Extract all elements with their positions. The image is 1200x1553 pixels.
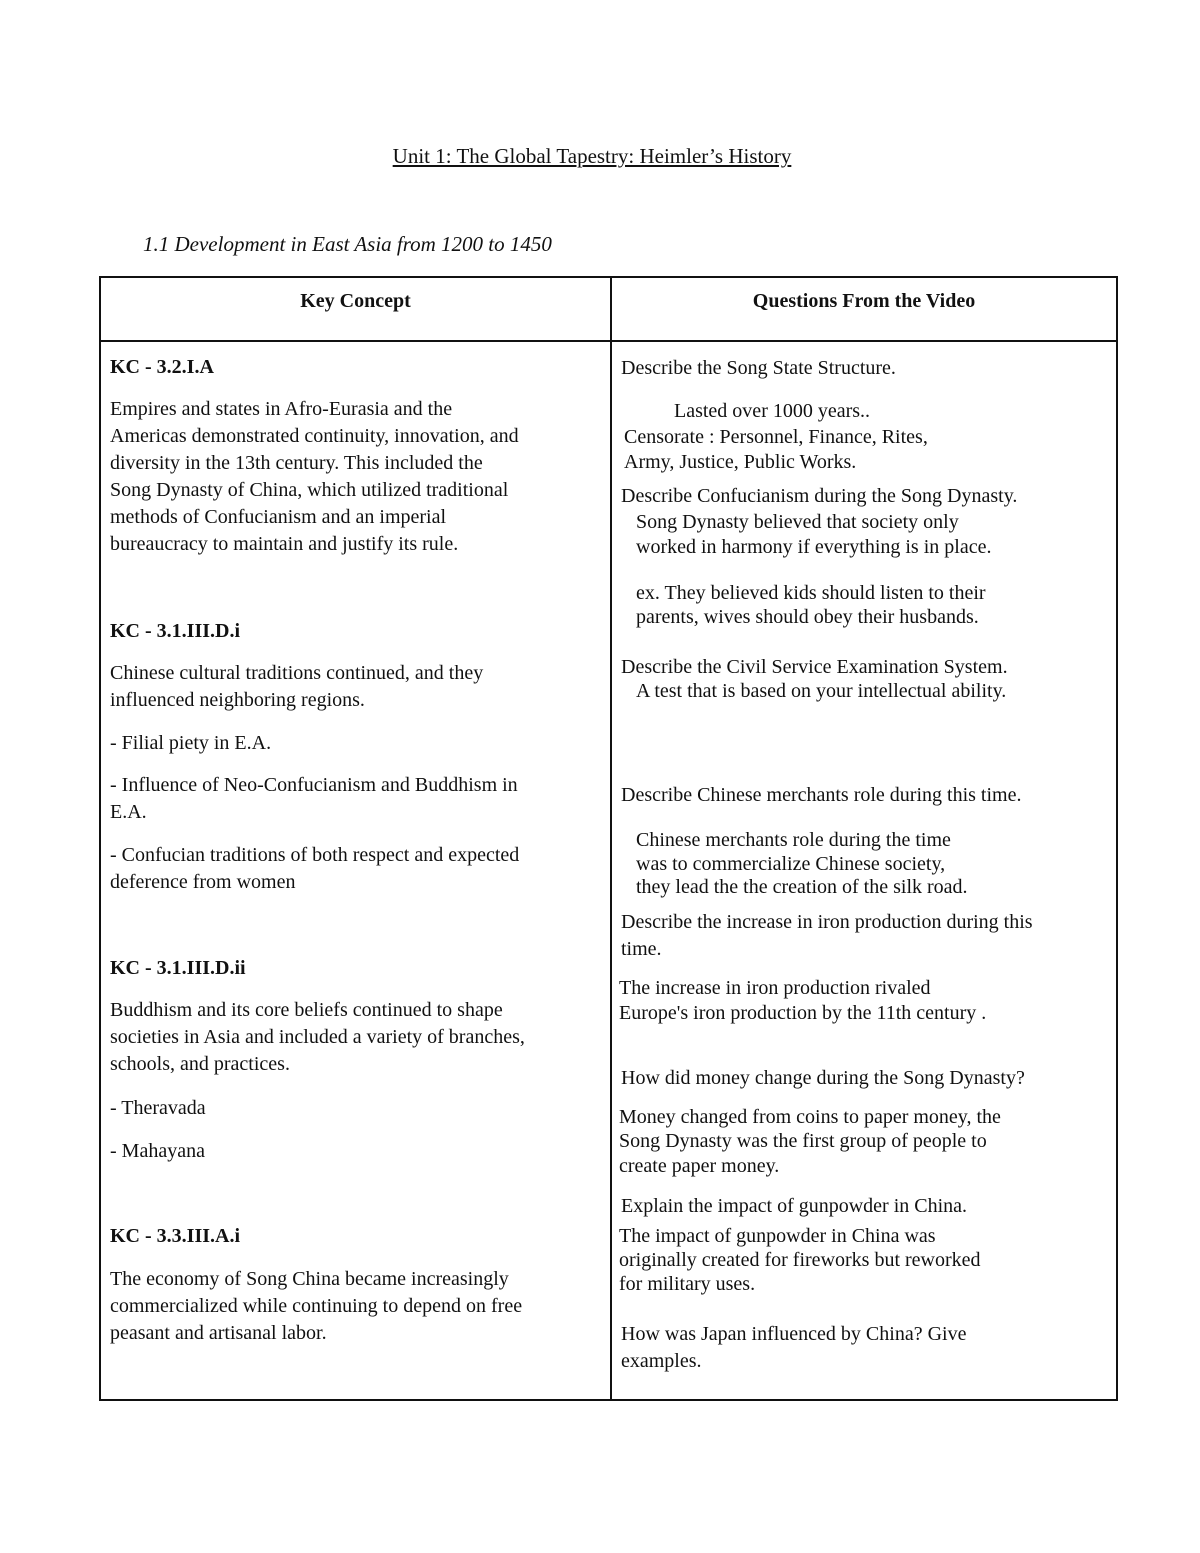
answer-line: Song Dynasty believed that society only [636,511,959,533]
kc-text-line: commercialized while continuing to depend on free [110,1295,523,1317]
header-divider [99,340,1118,342]
kc-text-line: societies in Asia and included a variety of branches, [110,1026,525,1048]
answer-line: originally created for fireworks but reworked [619,1249,981,1271]
answer-line: Money changed from coins to paper money, the [619,1106,1001,1128]
answer-line: Lasted over 1000 years.. [674,400,871,422]
kc-text-line: schools, and practices. [110,1053,290,1075]
question: Describe the increase in iron production during this [621,911,1033,933]
kc-bullet: - Mahayana [110,1140,205,1162]
question: Describe Confucianism during the Song Dynasty. [621,485,1018,507]
kc-code: KC - 3.3.III.A.i [110,1225,241,1247]
question: Explain the impact of gunpowder in China. [621,1195,968,1217]
question: How was Japan influenced by China? Give [621,1323,967,1345]
answer-line: Song Dynasty was the first group of people to [619,1130,987,1152]
answer-line: The increase in iron production rivaled [619,977,931,999]
answer-line: A test that is based on your intellectual ability. [636,680,1007,702]
kc-text-line: influenced neighboring regions. [110,689,365,711]
page-title: Unit 1: The Global Tapestry: Heimler’s History [392,144,792,168]
kc-bullet: - Confucian traditions of both respect and expected [110,844,520,866]
section-subtitle: 1.1 Development in East Asia from 1200 to 1450 [143,232,552,256]
question: examples. [621,1350,702,1372]
kc-text-line: Buddhism and its core beliefs continued to shape [110,999,503,1021]
answer-line: Censorate : Personnel, Finance, Rites, [624,426,928,448]
kc-text-line: peasant and artisanal labor. [110,1322,327,1344]
answer-line: for military uses. [619,1273,756,1295]
kc-text-line: Chinese cultural traditions continued, and they [110,662,484,684]
question: Describe Chinese merchants role during this time. [621,784,1022,806]
answer-line: Army, Justice, Public Works. [624,451,857,473]
header-questions: Questions From the Video [752,290,976,312]
kc-bullet: E.A. [110,801,147,823]
kc-code: KC - 3.2.I.A [110,356,214,378]
kc-text-line: bureaucracy to maintain and justify its rule. [110,533,459,555]
kc-text-line: Empires and states in Afro-Eurasia and the [110,398,453,420]
kc-bullet: deference from women [110,871,296,893]
header-key-concept: Key Concept [300,290,411,312]
answer-line: create paper money. [619,1155,780,1177]
question: Describe the Song State Structure. [621,357,896,379]
answer-line: The impact of gunpowder in China was [619,1225,936,1247]
question: Describe the Civil Service Examination System. [621,656,1008,678]
answer-line: Europe's iron production by the 11th century . [619,1002,987,1024]
kc-text-line: Song Dynasty of China, which utilized traditional [110,479,509,501]
kc-text-line: methods of Confucianism and an imperial [110,506,447,528]
kc-text-line: The economy of Song China became increasingly [110,1268,509,1290]
kc-bullet: - Influence of Neo-Confucianism and Buddhism in [110,774,518,796]
kc-bullet: - Filial piety in E.A. [110,732,272,754]
question: time. [621,938,662,960]
kc-code: KC - 3.1.III.D.ii [110,957,246,979]
answer-line: ex. They believed kids should listen to their [636,582,986,604]
answer-line: was to commercialize Chinese society, [636,853,946,875]
kc-text-line: Americas demonstrated continuity, innovation, and [110,425,519,447]
answer-line: parents, wives should obey their husbands. [636,606,979,628]
kc-bullet: - Theravada [110,1097,206,1119]
column-divider [610,276,612,1401]
answer-line: Chinese merchants role during the time [636,829,951,851]
kc-text-line: diversity in the 13th century. This included the [110,452,483,474]
answer-line: worked in harmony if everything is in place. [636,536,992,558]
kc-code: KC - 3.1.III.D.i [110,620,241,642]
answer-line: they lead the the creation of the silk road. [636,876,968,898]
question: How did money change during the Song Dynasty? [621,1067,1025,1089]
